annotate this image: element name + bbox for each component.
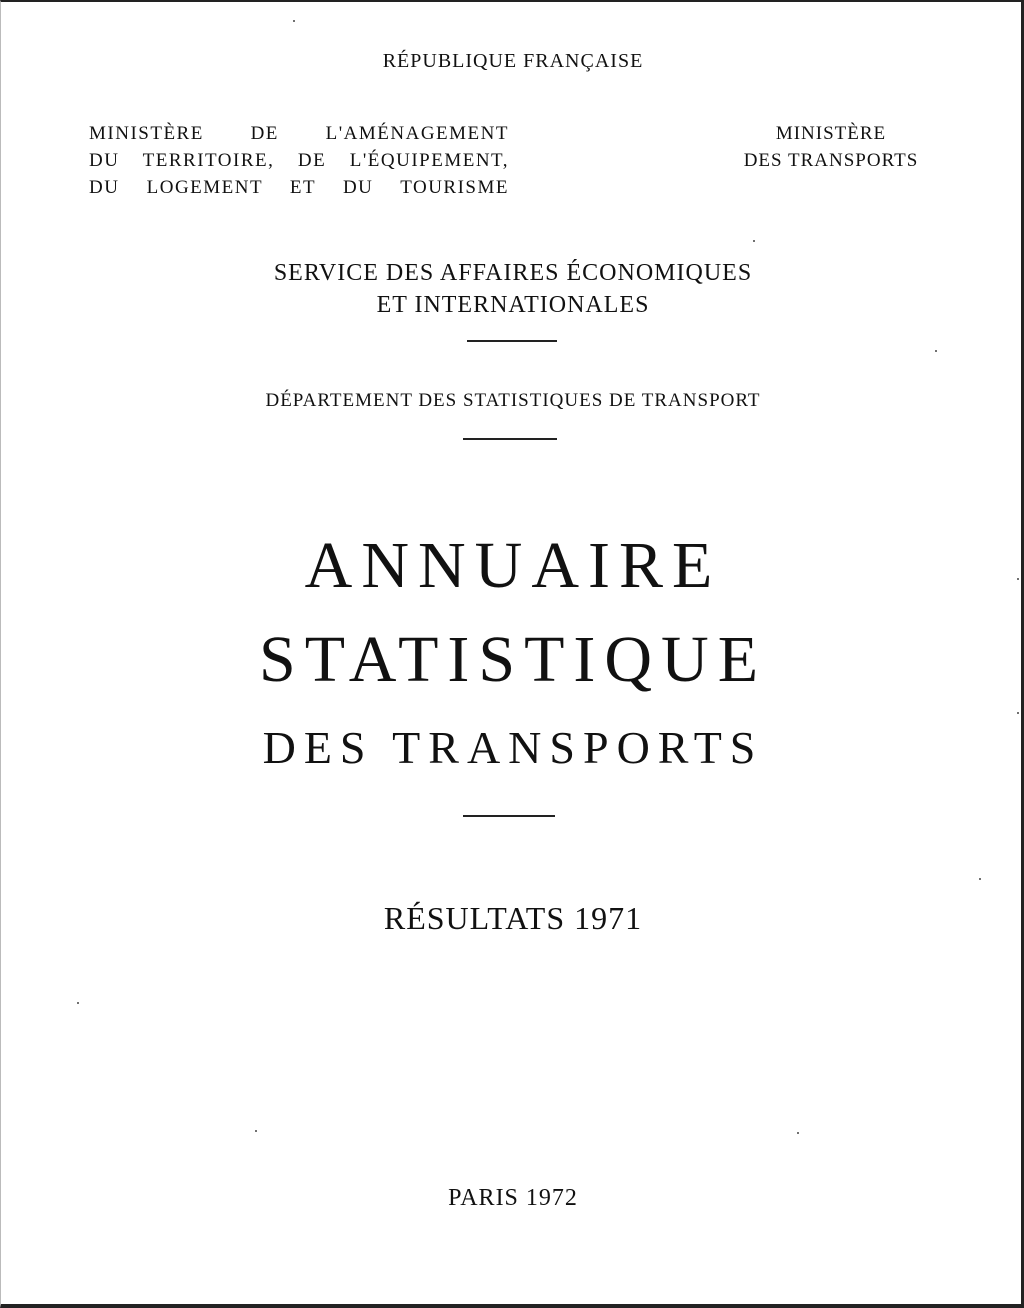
divider-rule-2 <box>463 438 557 440</box>
departement-heading: DÉPARTEMENT DES STATISTIQUES DE TRANSPORT <box>265 390 761 411</box>
scan-speck <box>293 20 295 22</box>
divider-rule-1 <box>467 340 557 342</box>
ministry-left-line-1: MINISTÈRE DE L'AMÉNAGEMENT <box>89 123 509 144</box>
ministry-right-line-2: DES TRANSPORTS <box>743 150 919 171</box>
scan-speck <box>753 240 755 242</box>
title-line-des-transports: DES TRANSPORTS <box>262 722 764 773</box>
service-heading <box>1 257 1024 321</box>
scan-speck <box>1017 712 1019 714</box>
scan-speck <box>1017 578 1019 580</box>
scan-speck <box>255 1130 257 1132</box>
ministry-left-line-3: DU LOGEMENT ET DU TOURISME <box>89 177 509 198</box>
service-line-1: SERVICE DES AFFAIRES ÉCONOMIQUES <box>273 260 753 286</box>
ministry-right-line-1: MINISTÈRE <box>775 123 887 144</box>
ministry-left-line-2: DU TERRITOIRE, DE L'ÉQUIPEMENT, <box>89 150 509 171</box>
imprint-place-year: PARIS 1972 <box>448 1185 578 1211</box>
republique-heading: RÉPUBLIQUE FRANÇAISE <box>382 50 644 72</box>
scan-speck <box>935 350 937 352</box>
service-line-2: ET INTERNATIONALES <box>376 292 650 318</box>
ministry-amenagement-block <box>89 120 509 201</box>
scan-speck <box>797 1132 799 1134</box>
scan-speck <box>77 1002 79 1004</box>
scan-speck <box>979 878 981 880</box>
ministry-transports-block <box>727 120 935 174</box>
divider-rule-3 <box>463 815 555 817</box>
resultats-heading: RÉSULTATS 1971 <box>383 900 643 936</box>
title-line-statistique: STATISTIQUE <box>258 623 768 696</box>
title-line-annuaire: ANNUAIRE <box>304 529 722 602</box>
